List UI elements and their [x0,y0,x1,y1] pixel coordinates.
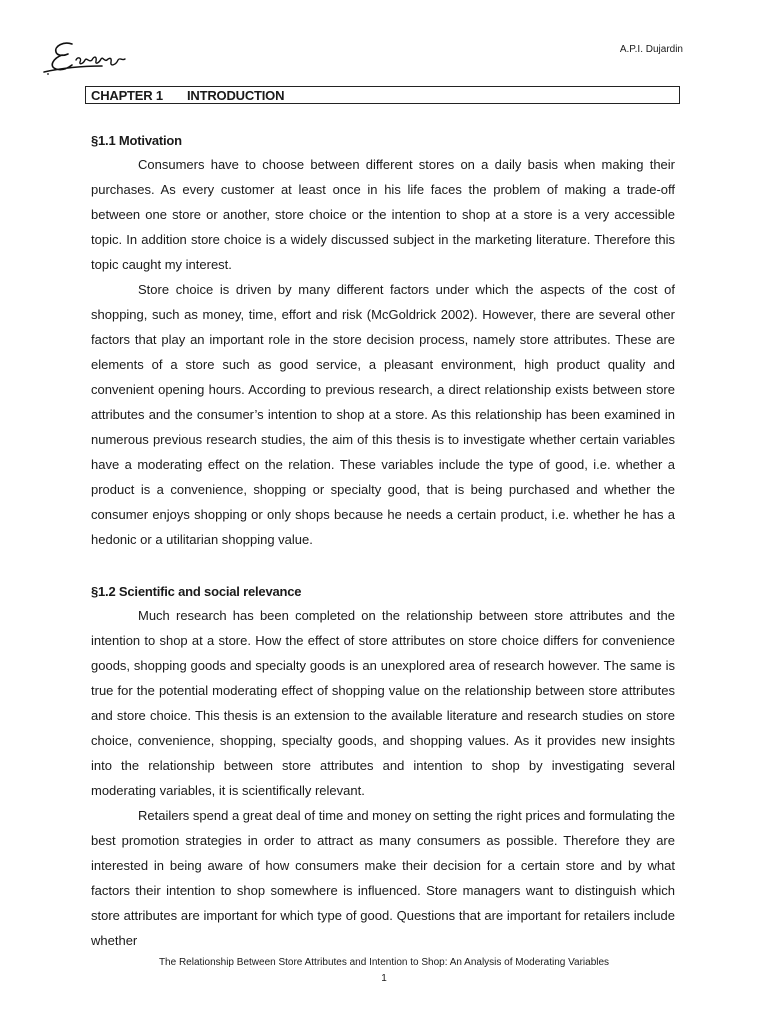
chapter-heading [85,86,680,104]
page-number: 1 [381,973,387,984]
paragraph: Retailers spend a great deal of time and money on setting the right prices and formulating the best promotion strategies in order to attract as many consumers as possible. Therefore they are interested in being aware of how consumers make their decision for a certain store and by what factors their intention to shop somewhere is influenced. Store managers want to distinguish which store attributes are important for which type of good. Questions that are important for retailers include whether [91,808,675,948]
footer-title: The Relationship Between Store Attributes and Intention to Shop: An Analysis of Moderating Variables [158,957,610,968]
chapter-title: INTRODUCTION [187,88,285,103]
section-heading-relevance: §1.2 Scientific and social relevance [91,584,302,599]
chapter-number: CHAPTER 1 [91,88,163,103]
section-heading-motivation: §1.1 Motivation [91,133,182,148]
author-name: A.P.I. Dujardin [619,44,683,55]
erasmus-logo-icon [42,38,142,78]
paragraph: Store choice is driven by many different factors under which the aspects of the cost of shopping, such as money, time, effort and risk (McGoldrick 2002). However, there are several other factors that play an important role in the store decision process, namely store attributes. These are elements of a store such as good service, a pleasant environment, high product quality and convenient opening hours. According to previous research, a direct relationship exists between store attributes and the consumer’s intention to shop at a store. As this relationship has been examined in numerous previous research studies, the aim of this thesis is to investigate whether certain variables have a moderating effect on the relation. These variables include the type of good, i.e. whether a product is a convenience, shopping or specialty good, that is being purchased and whether the consumer enjoys shopping or only shops because he needs a certain product, i.e. whether he has a hedonic or a utilitarian shopping value. [91,282,675,547]
paragraph: Consumers have to choose between different stores on a daily basis when making their purchases. As every customer at least once in his life faces the problem of making a trade-off between one store or another, store choice or the intention to shop at a store is a very accessible topic. In addition store choice is a widely discussed subject in the marketing literature. Therefore this topic caught my interest. [91,157,675,272]
paragraph: Much research has been completed on the relationship between store attributes and the intention to shop at a store. How the effect of store attributes on store choice differs for convenience goods, shopping goods and specialty goods is an unexplored area of research however. The same is true for the potential moderating effect of shopping value on the relationship between store attributes and store choice. This thesis is an extension to the available literature and research studies on store choice, convenience, shopping, specialty goods, and shopping values. As it provides new insights into the relationship between store attributes and intention to shop by investigating several moderating variables, it is scientifically relevant. [91,608,675,798]
